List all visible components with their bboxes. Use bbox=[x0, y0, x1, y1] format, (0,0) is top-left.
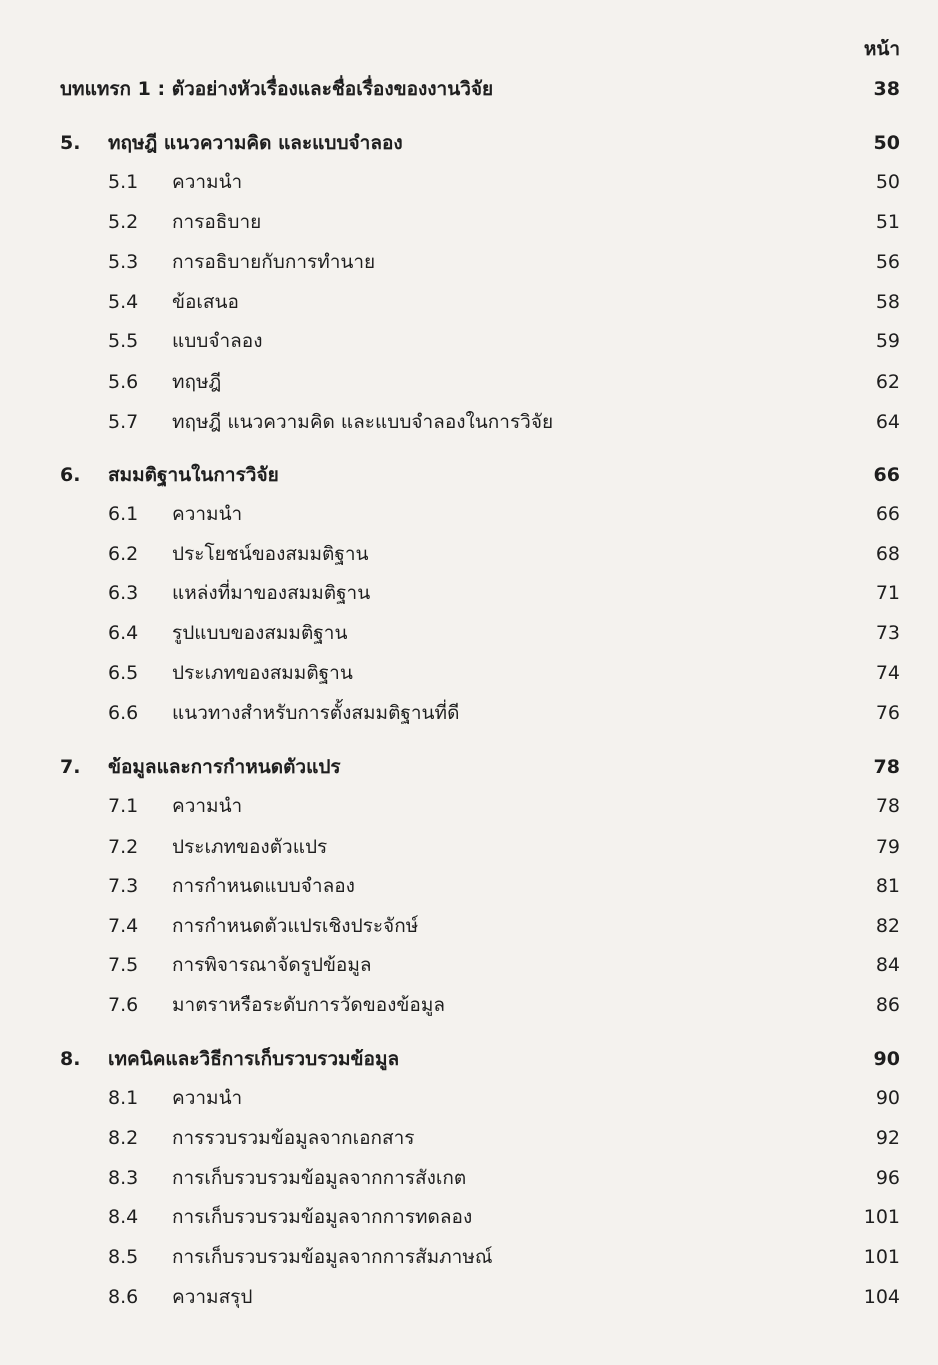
toc-entry-page-number: 64 bbox=[875, 411, 900, 433]
toc-entry-title: แบบจำลอง bbox=[172, 330, 263, 352]
toc-subsection-row bbox=[0, 367, 938, 397]
toc-entry-page-number: 90 bbox=[873, 1048, 900, 1070]
toc-entry-number: 7. bbox=[60, 756, 81, 778]
toc-entry-number: 6.1 bbox=[108, 503, 139, 525]
toc-entry-number: 7.4 bbox=[108, 915, 139, 937]
toc-entry-number: 8.1 bbox=[108, 1087, 139, 1109]
toc-entry-title: ประเภทของตัวแปร bbox=[172, 836, 328, 858]
toc-entry-title: ความนำ bbox=[172, 503, 243, 525]
toc-entry-title: ประเภทของสมมติฐาน bbox=[172, 662, 353, 684]
toc-subsection-row bbox=[0, 326, 938, 356]
toc-entry-number: 5.7 bbox=[108, 411, 139, 433]
toc-subsection-row bbox=[0, 167, 938, 197]
toc-entry-title: การเก็บรวบรวมข้อมูลจากการสังเกต bbox=[172, 1167, 467, 1189]
toc-entry-number: 8.5 bbox=[108, 1246, 139, 1268]
toc-subsection-row bbox=[0, 1202, 938, 1232]
toc-entry-page-number: 73 bbox=[875, 622, 900, 644]
toc-entry-title: การรวบรวมข้อมูลจากเอกสาร bbox=[172, 1127, 415, 1149]
toc-entry-number: 6.6 bbox=[108, 702, 139, 724]
toc-entry-number: 8.6 bbox=[108, 1286, 139, 1308]
toc-subsection-row bbox=[0, 1123, 938, 1153]
toc-entry-page-number: 59 bbox=[875, 330, 900, 352]
toc-subsection-row bbox=[0, 950, 938, 980]
toc-entry-number: 5.6 bbox=[108, 371, 139, 393]
toc-entry-title: บทแทรก 1 : ตัวอย่างหัวเรื่องและชื่อเรื่องของงานวิจัย bbox=[60, 78, 494, 100]
toc-subsection-row bbox=[0, 1242, 938, 1272]
toc-entry-number: 5.5 bbox=[108, 330, 139, 352]
toc-subsection-row bbox=[0, 871, 938, 901]
toc-entry-number: 5.3 bbox=[108, 251, 139, 273]
toc-entry-number: 7.1 bbox=[108, 795, 139, 817]
toc-entry-number: 6.2 bbox=[108, 543, 139, 565]
toc-entry-number: 6.4 bbox=[108, 622, 139, 644]
toc-subsection-row bbox=[0, 207, 938, 237]
toc-entry-title: ทฤษฎี แนวความคิด และแบบจำลองในการวิจัย bbox=[172, 411, 554, 433]
toc-entry-page-number: 101 bbox=[863, 1206, 900, 1228]
toc-entry-title: ความนำ bbox=[172, 171, 243, 193]
toc-entry-page-number: 76 bbox=[875, 702, 900, 724]
toc-subsection-row bbox=[0, 539, 938, 569]
toc-entry-title: การกำหนดแบบจำลอง bbox=[172, 875, 355, 897]
toc-entry-page-number: 78 bbox=[873, 756, 900, 778]
toc-entry-page-number: 68 bbox=[875, 543, 900, 565]
toc-entry-page-number: 66 bbox=[875, 503, 900, 525]
toc-entry-title: มาตราหรือระดับการวัดของข้อมูล bbox=[172, 994, 445, 1016]
toc-subsection-row bbox=[0, 1163, 938, 1193]
toc-entry-title: ความนำ bbox=[172, 1087, 243, 1109]
toc-subsection-row bbox=[0, 990, 938, 1020]
toc-entry-page-number: 38 bbox=[873, 78, 900, 100]
toc-entry-title: ทฤษฎี bbox=[172, 371, 222, 393]
toc-subsection-row bbox=[0, 247, 938, 277]
toc-subsection-row bbox=[0, 618, 938, 648]
toc-chapter-row bbox=[0, 752, 938, 782]
toc-subsection-row bbox=[0, 658, 938, 688]
toc-entry-page-number: 96 bbox=[875, 1167, 900, 1189]
toc-chapter-row bbox=[0, 460, 938, 490]
toc-entry-number: 7.3 bbox=[108, 875, 139, 897]
toc-entry-number: 5.4 bbox=[108, 291, 139, 313]
toc-entry-page-number: 82 bbox=[875, 915, 900, 937]
toc-subsection-row bbox=[0, 578, 938, 608]
toc-entry-title: การเก็บรวบรวมข้อมูลจากการสัมภาษณ์ bbox=[172, 1246, 493, 1268]
toc-entry-page-number: 74 bbox=[875, 662, 900, 684]
toc-entry-number: 7.2 bbox=[108, 836, 139, 858]
toc-subsection-row bbox=[0, 287, 938, 317]
toc-entry-title: ความสรุป bbox=[172, 1286, 253, 1308]
toc-entry-number: 8.2 bbox=[108, 1127, 139, 1149]
toc-entry-page-number: 92 bbox=[875, 1127, 900, 1149]
toc-entry-page-number: 62 bbox=[875, 371, 900, 393]
toc-appendix-row bbox=[0, 74, 938, 104]
toc-entry-title: ข้อมูลและการกำหนดตัวแปร bbox=[108, 756, 341, 778]
toc-entry-page-number: 90 bbox=[875, 1087, 900, 1109]
toc-entry-number: 7.5 bbox=[108, 954, 139, 976]
toc-entry-title: ทฤษฎี แนวความคิด และแบบจำลอง bbox=[108, 132, 403, 154]
toc-entry-title: ความนำ bbox=[172, 795, 243, 817]
toc-entry-number: 6.3 bbox=[108, 582, 139, 604]
toc-subsection-row bbox=[0, 911, 938, 941]
toc-subsection-row bbox=[0, 832, 938, 862]
toc-chapter-row bbox=[0, 1044, 938, 1074]
toc-entry-title: การพิจารณาจัดรูปข้อมูล bbox=[172, 954, 372, 976]
toc-entry-page-number: 79 bbox=[875, 836, 900, 858]
toc-subsection-row bbox=[0, 499, 938, 529]
toc-entry-title: ข้อเสนอ bbox=[172, 291, 239, 313]
toc-entry-number: 8.3 bbox=[108, 1167, 139, 1189]
toc-entry-page-number: 84 bbox=[875, 954, 900, 976]
toc-entry-page-number: 101 bbox=[863, 1246, 900, 1268]
toc-entry-title: การอธิบาย bbox=[172, 211, 262, 233]
toc-entry-number: 7.6 bbox=[108, 994, 139, 1016]
toc-entry-page-number: 104 bbox=[863, 1286, 900, 1308]
toc-entry-title: แหล่งที่มาของสมมติฐาน bbox=[172, 582, 371, 604]
toc-entry-page-number: 71 bbox=[875, 582, 900, 604]
toc-entry-number: 6.5 bbox=[108, 662, 139, 684]
page-column-header: หน้า bbox=[863, 38, 900, 60]
toc-entry-number: 5.1 bbox=[108, 171, 139, 193]
toc-entry-page-number: 58 bbox=[875, 291, 900, 313]
toc-entry-number: 8.4 bbox=[108, 1206, 139, 1228]
toc-subsection-row bbox=[0, 1083, 938, 1113]
toc-entry-title: การอธิบายกับการทำนาย bbox=[172, 251, 376, 273]
toc-entry-page-number: 86 bbox=[875, 994, 900, 1016]
toc-subsection-row bbox=[0, 407, 938, 437]
toc-subsection-row bbox=[0, 791, 938, 821]
toc-entry-number: 5. bbox=[60, 132, 81, 154]
toc-entry-title: เทคนิคและวิธีการเก็บรวบรวมข้อมูล bbox=[108, 1048, 400, 1070]
toc-entry-page-number: 66 bbox=[873, 464, 900, 486]
toc-entry-page-number: 50 bbox=[873, 132, 900, 154]
toc-entry-page-number: 78 bbox=[875, 795, 900, 817]
toc-entry-title: แนวทางสำหรับการตั้งสมมติฐานที่ดี bbox=[172, 702, 460, 724]
toc-entry-title: การเก็บรวบรวมข้อมูลจากการทดลอง bbox=[172, 1206, 473, 1228]
toc-entry-number: 8. bbox=[60, 1048, 81, 1070]
toc-entry-number: 5.2 bbox=[108, 211, 139, 233]
toc-entry-page-number: 51 bbox=[875, 211, 900, 233]
toc-entry-number: 6. bbox=[60, 464, 81, 486]
toc-subsection-row bbox=[0, 1282, 938, 1312]
toc-subsection-row bbox=[0, 698, 938, 728]
toc-entry-title: ประโยชน์ของสมมติฐาน bbox=[172, 543, 369, 565]
toc-entry-page-number: 81 bbox=[875, 875, 900, 897]
toc-entry-page-number: 50 bbox=[875, 171, 900, 193]
toc-entry-title: รูปแบบของสมมติฐาน bbox=[172, 622, 348, 644]
toc-chapter-row bbox=[0, 128, 938, 158]
toc-entry-title: การกำหนดตัวแปรเชิงประจักษ์ bbox=[172, 915, 419, 937]
toc-entry-page-number: 56 bbox=[875, 251, 900, 273]
toc-entry-title: สมมติฐานในการวิจัย bbox=[108, 464, 279, 486]
